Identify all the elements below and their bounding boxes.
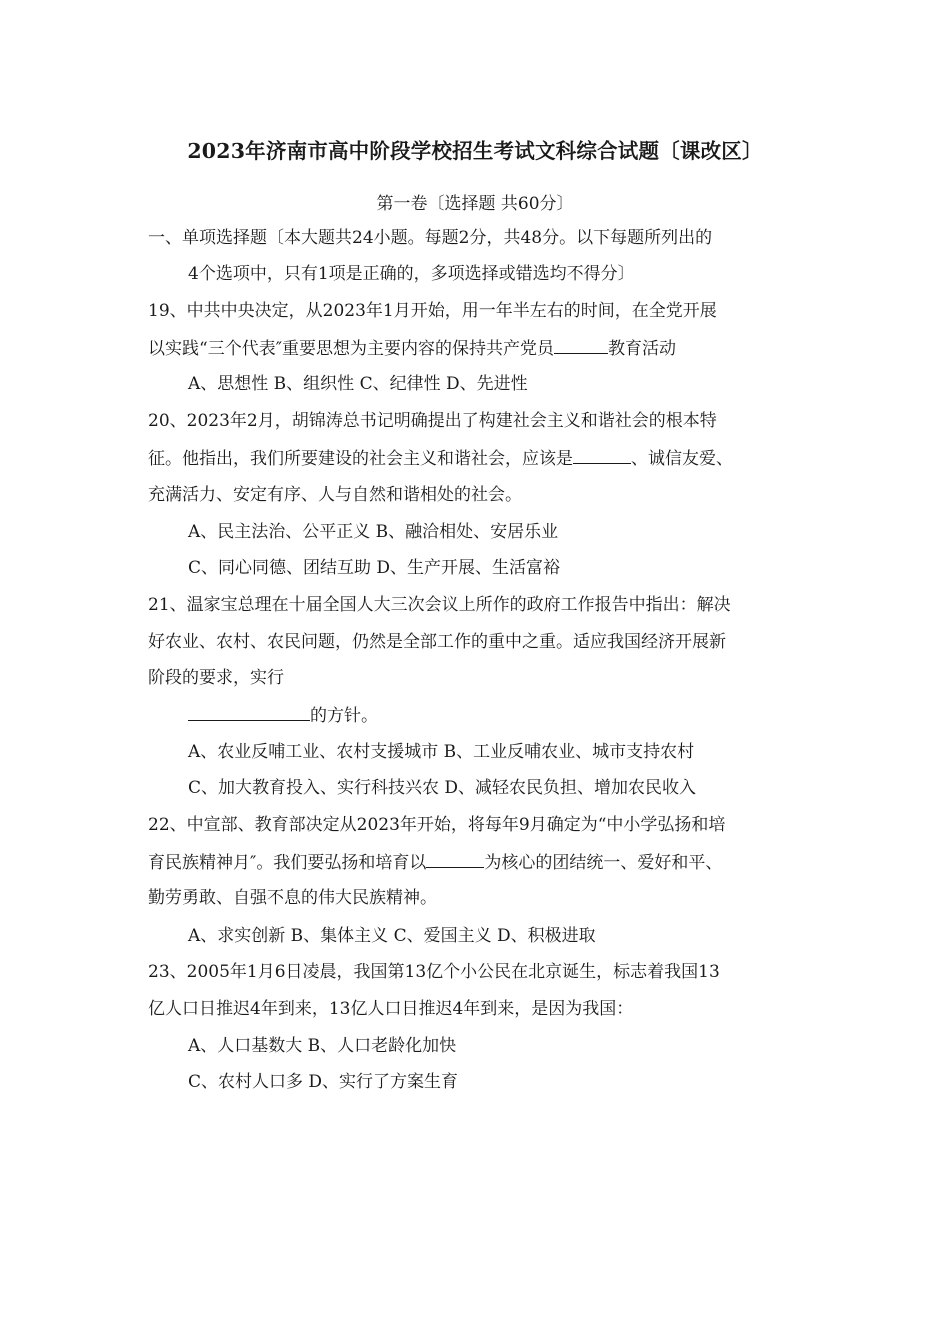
q20-line-2 xyxy=(148,446,733,471)
q21-answer-blank xyxy=(188,703,310,721)
q20-answer-blank xyxy=(573,446,631,464)
q22-line-2-text: 育民族精神月″。我们要弘扬和培育以 xyxy=(148,853,427,873)
q20-line-2-text: 征。他指出，我们所要建设的社会主义和谐社会，应该是 xyxy=(148,449,573,469)
section-instruction-line-2: 4个选项中，只有1项是正确的，多项选择或错选均不得分〕 xyxy=(188,264,635,284)
q21-line-4-tail: 的方针。 xyxy=(310,706,378,726)
q19-line-2-tail: 教育活动 xyxy=(608,339,677,359)
q23-line-1: 23、2005年1月6日凌晨，我国第13亿个小公民在北京诞生，标志着我国13 xyxy=(148,962,720,982)
q21-options-2: C、加大教育投入、实行科技兴农 D、减轻农民负担、增加农民收入 xyxy=(188,778,697,798)
q21-line-1: 21、温家宝总理在十届全国人大三次会议上所作的政府工作报告中指出：解决 xyxy=(148,595,731,615)
part-one-heading: 第一卷〔选择题 共60分〕 xyxy=(376,194,574,214)
q19-options: A、思想性 B、组织性 C、纪律性 D、先进性 xyxy=(188,374,528,394)
q21-line-2: 好农业、农村、农民问题，仍然是全部工作的重中之重。适应我国经济开展新 xyxy=(148,632,726,652)
q22-line-3: 勤劳勇敢、自强不息的伟大民族精神。 xyxy=(148,888,437,908)
q23-options-2: C、农村人口多 D、实行了方案生育 xyxy=(188,1072,459,1092)
q21-line-3: 阶段的要求，实行 xyxy=(148,668,284,688)
q20-line-2-tail: 、诚信友爱、 xyxy=(631,449,733,469)
q20-options-1: A、民主法治、公平正义 B、融洽相处、安居乐业 xyxy=(188,522,559,542)
q19-line-1: 19、中共中央决定，从2023年1月开始，用一年半左右的时间，在全党开展 xyxy=(148,301,717,321)
q23-options-1: A、人口基数大 B、人口老龄化加快 xyxy=(188,1036,457,1056)
q22-options: A、求实创新 B、集体主义 C、爱国主义 D、积极进取 xyxy=(188,926,596,946)
q20-line-3: 充满活力、安定有序、人与自然和谐相处的社会。 xyxy=(148,485,522,505)
q22-line-2 xyxy=(148,850,722,875)
q21-line-4 xyxy=(188,703,378,728)
q19-answer-blank xyxy=(554,336,608,354)
q21-options-1: A、农业反哺工业、农村支援城市 B、工业反哺农业、城市支持农村 xyxy=(188,742,695,762)
q22-line-1: 22、中宣部、教育部决定从2023年开始，将每年9月确定为“中小学弘扬和培 xyxy=(148,815,726,835)
q22-line-2-tail: 为核心的团结统一、爱好和平、 xyxy=(484,853,723,873)
q20-options-2: C、同心同德、团结互助 D、生产开展、生活富裕 xyxy=(188,558,561,578)
q20-line-1: 20、2023年2月，胡锦涛总书记明确提出了构建社会主义和谐社会的根本特 xyxy=(148,411,717,431)
q23-line-2: 亿人口日推迟4年到来，13亿人口日推迟4年到来，是因为我国： xyxy=(148,999,634,1019)
q19-line-2 xyxy=(148,336,676,361)
exam-title: 2023年济南市高中阶段学校招生考试文科综合试题〔课改区〕 xyxy=(187,139,763,163)
section-instruction-line-1: 一、单项选择题〔本大题共24小题。每题2分，共48分。以下每题所列出的 xyxy=(148,228,713,248)
q19-line-2-text: 以实践“三个代表″重要思想为主要内容的保持共产党员 xyxy=(148,339,555,359)
q22-answer-blank xyxy=(426,850,484,868)
